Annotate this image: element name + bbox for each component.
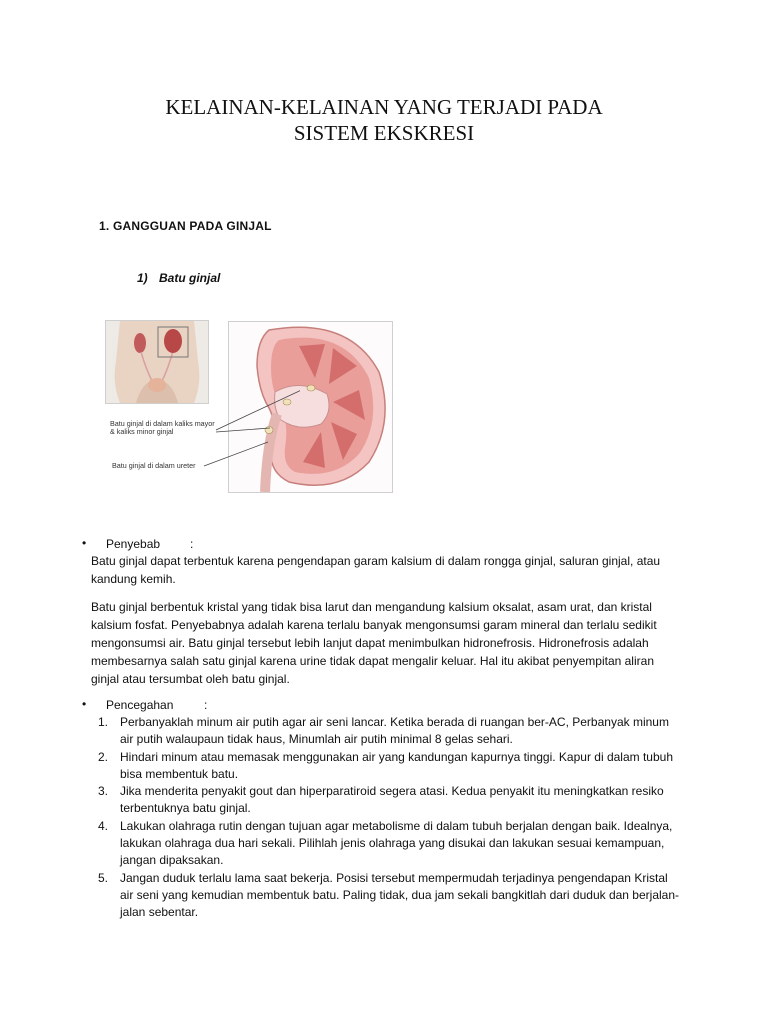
pencegahan-list (91, 714, 681, 922)
list-item-number: 4. (98, 818, 109, 833)
list-item-text: Hindari minum atau memasak menggunakan air yang kandungan kapurnya tinggi. Kapur di dalam tubuh bisa membentuk batu. (120, 749, 674, 781)
list-item-text: Perbanyaklah minum air putih agar air seni lancar. Ketika berada di ruangan ber-AC, Perbanyak minum air putih walaupaun tidak haus, Minumlah air putih minimal 8 gelas sehari. (120, 715, 669, 747)
bullet-icon: • (82, 536, 87, 550)
sub-heading-title: Batu ginjal (159, 271, 221, 285)
penyebab-paragraph-2: Batu ginjal berbentuk kristal yang tidak bisa larut dan mengandung kalsium oksalat, asam urat, dan kristal kalsium fosfat. Penyebabnya adalah karena terlalu banyak mengonsumsi garam mineral dan terlalu sedikit mengonsumsi air. Batu ginjal tersebut lebih lanjut dapat menimbulkan hidronefrosis. Hidronefrosis adalah membesarnya salah satu ginjal karena urine tidak dapat mengalir keluar. Hal itu akibat penyempitan aliran ginjal atau tersumbat oleh batu ginjal. (91, 600, 657, 686)
list-item-number: 5. (98, 870, 109, 885)
list-item-number: 3. (98, 784, 109, 799)
sub-heading-number: 1) (137, 271, 148, 285)
list-item (91, 783, 681, 818)
title-line-1: KELAINAN-KELAINAN YANG TERJADI PADA (165, 95, 603, 119)
list-item-text: Lakukan olahraga rutin dengan tujuan agar metabolisme di dalam tubuh berjalan dengan baik. Idealnya, lakukan olahraga dua hari sekali. Pilihlah jenis olahraga yang disukai dan lakukan sesuai kemampuan, jangan dipaksakan. (120, 818, 673, 868)
section-heading: 1. GANGGUAN PADA GINJAL (99, 219, 272, 233)
list-item-number: 2. (98, 749, 109, 764)
sub-heading (137, 271, 220, 285)
list-item (91, 870, 681, 922)
label-calyx-stone: Batu ginjal di dalam kaliks mayor & kaliks minor ginjal (110, 419, 215, 436)
bullet-icon: • (82, 697, 87, 711)
list-item-number: 1. (98, 715, 109, 729)
penyebab-paragraph-1: Batu ginjal dapat terbentuk karena pengendapan garam kalsium di dalam rongga ginjal, saluran ginjal, atau kandung kemih. (91, 554, 661, 586)
document-title (0, 94, 768, 146)
penyebab-colon: : (190, 537, 194, 551)
pencegahan-colon: : (204, 698, 208, 712)
list-item-text: Jangan duduk terlalu lama saat bekerja. Posisi tersebut mempermudah terjadinya pengendapan Kristal air seni yang kemudian membentuk batu. Paling tidak, dua jam sekali bangkitlah dari duduk dan berjalan-jalan sebentar. (120, 870, 680, 920)
pencegahan-label: Pencegahan (106, 698, 174, 712)
list-item (91, 818, 681, 870)
penyebab-label: Penyebab (106, 537, 161, 551)
title-line-2: SISTEM EKSKRESI (293, 121, 475, 145)
list-item-text: Jika menderita penyakit gout dan hiperparatiroid segera atasi. Kedua penyakit itu meningkatkan resiko terbentuknya batu ginjal. (120, 784, 664, 816)
list-item (91, 714, 681, 749)
label-ureter-stone: Batu ginjal di dalam ureter (112, 461, 196, 470)
list-item (91, 749, 681, 784)
